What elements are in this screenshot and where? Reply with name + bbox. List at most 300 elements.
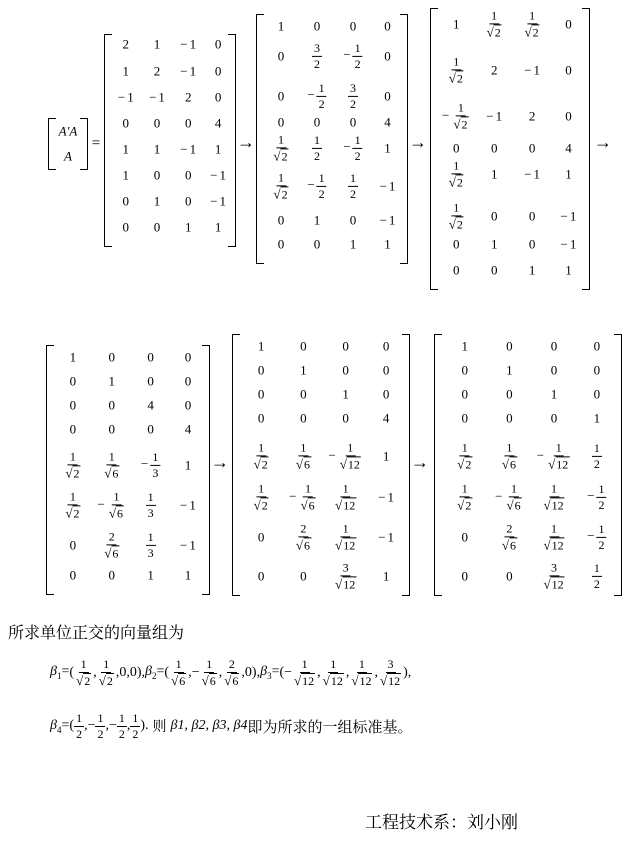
vector-value [69, 712, 148, 740]
number: 1 [184, 457, 192, 473]
matrix-value [278, 115, 285, 130]
numerator: 1 [350, 170, 356, 185]
matrix-cell [258, 388, 265, 401]
radical-sign: √ [294, 672, 302, 688]
beta-label [50, 718, 69, 735]
matrix-value [70, 568, 77, 583]
matrix-value [210, 194, 226, 209]
number: 0 [313, 236, 321, 252]
number: 1 [277, 18, 285, 34]
matrix-value [258, 339, 265, 354]
radical-sign: √ [322, 672, 330, 688]
matrix-cell [529, 110, 536, 123]
number: 1 [127, 89, 134, 105]
denominator: 2 [118, 726, 125, 741]
matrix-value [343, 40, 362, 71]
radicand: 6 [117, 505, 124, 520]
number: 1 [153, 36, 161, 52]
fraction [500, 441, 519, 470]
number: 2 [122, 36, 130, 52]
matrix-value [271, 132, 290, 163]
matrix-cell [123, 143, 130, 156]
matrix-cell [541, 482, 566, 511]
denominator [252, 497, 271, 512]
minus-sign: − [180, 63, 188, 79]
denominator [447, 216, 466, 231]
matrix-cell [384, 142, 391, 155]
fraction [333, 561, 358, 590]
number: 2 [528, 108, 536, 124]
numerator: 1 [330, 657, 337, 671]
number: 0 [69, 421, 77, 437]
numerator: 1 [318, 170, 325, 185]
matrix-value [541, 481, 566, 512]
radicand: 6 [308, 497, 315, 512]
matrix-cell [180, 38, 196, 51]
vector-punct: ,− [105, 718, 117, 734]
minus-sign: − [210, 167, 218, 183]
number: 0 [214, 63, 222, 79]
matrix-cell [495, 482, 523, 511]
number: 1 [108, 373, 116, 389]
number: 4 [184, 421, 192, 437]
radical-sign: √ [171, 672, 179, 688]
number: 1 [342, 386, 349, 402]
matrix-cell [147, 423, 154, 436]
matrix-cell [70, 375, 77, 388]
matrix-value [185, 568, 192, 583]
radicand: 2 [281, 148, 288, 163]
matrix-cell [506, 364, 513, 377]
matrix-value [185, 458, 192, 473]
denominator [504, 497, 523, 512]
numerator: 1 [461, 440, 468, 455]
radicand: 2 [261, 497, 268, 512]
matrix-value [70, 350, 77, 365]
radical-sign: √ [224, 672, 232, 688]
matrix-value [561, 237, 577, 252]
matrix-value [506, 339, 513, 354]
numerator: 1 [342, 521, 349, 536]
matrix-value [215, 90, 222, 105]
number: 1 [189, 36, 197, 52]
numerator: 1 [461, 481, 468, 496]
matrix-value [278, 19, 285, 34]
matrix-cell [384, 116, 391, 129]
matrix-value [289, 481, 317, 512]
matrix-value [252, 481, 271, 512]
denominator [169, 673, 188, 688]
matrix-cell [123, 38, 130, 51]
numerator: 3 [350, 80, 356, 95]
matrix-value [524, 63, 540, 78]
sqrt [340, 457, 361, 471]
matrix-value [383, 363, 390, 378]
matrix-value [147, 374, 154, 389]
matrix-value [185, 90, 192, 105]
matrix-value [378, 658, 403, 687]
matrix-value [491, 263, 498, 278]
denominator: 3 [147, 545, 154, 560]
number: 1 [158, 89, 165, 105]
radicand: 2 [106, 673, 113, 688]
number: 0 [550, 338, 558, 354]
matrix-value [491, 167, 498, 182]
sqrt [449, 71, 464, 85]
fraction [146, 531, 156, 559]
numerator: 1 [277, 132, 284, 147]
matrix-cell [491, 238, 498, 251]
sqrt [335, 577, 356, 591]
matrix-value [130, 712, 140, 740]
matrix-cell [350, 20, 357, 33]
numerator: 1 [258, 440, 265, 455]
denominator [523, 24, 542, 39]
numerator: 1 [108, 449, 115, 464]
matrix-value [95, 712, 105, 740]
denominator [252, 456, 271, 471]
matrix-cell [278, 50, 285, 63]
numerator: 1 [453, 54, 460, 69]
matrix-value [149, 90, 165, 105]
matrix-cell [524, 168, 540, 181]
fraction [504, 482, 523, 511]
fraction [447, 201, 466, 230]
matrix-4 [46, 345, 210, 595]
minus-sign: − [343, 46, 351, 62]
number: 0 [277, 48, 285, 64]
numerator: 1 [76, 711, 83, 725]
denominator [455, 456, 474, 471]
radical-sign: √ [108, 504, 117, 520]
vector-punct: ,0), [241, 664, 261, 680]
matrix-value [500, 440, 519, 471]
matrix-cell [278, 20, 285, 33]
number: 0 [506, 568, 513, 584]
matrix-value [529, 109, 536, 124]
matrix-value [447, 158, 466, 189]
matrix-value [109, 422, 116, 437]
matrix-value [154, 142, 161, 157]
matrix-cell [180, 539, 196, 552]
matrix-value [565, 141, 572, 156]
matrix-value [328, 440, 362, 471]
matrix-cell [123, 195, 130, 208]
matrix-cell [342, 364, 349, 377]
number: 0 [506, 410, 513, 426]
radicand: 6 [179, 673, 186, 688]
minus-sign: − [180, 141, 188, 157]
matrix-cell [342, 388, 349, 401]
matrix-cell [524, 64, 540, 77]
radical-sign: √ [486, 23, 494, 39]
fraction [317, 82, 327, 110]
number: 0 [342, 362, 349, 378]
minus-sign: − [149, 89, 157, 105]
matrix-cell [123, 169, 130, 182]
number: 0 [384, 88, 391, 104]
matrix-cell [109, 399, 116, 412]
number: 2 [153, 63, 161, 79]
radical-sign: √ [295, 536, 303, 552]
number: 0 [147, 373, 154, 389]
matrix-value [180, 37, 196, 52]
number: 1 [490, 166, 498, 182]
number: 0 [550, 410, 558, 426]
number: 1 [122, 63, 130, 79]
radical-sign: √ [379, 672, 388, 688]
matrix-cell [300, 364, 307, 377]
matrix-value [378, 490, 394, 505]
matrix-value [529, 263, 536, 278]
matrix-cell [537, 441, 571, 470]
matrix-cell [592, 442, 602, 470]
minus-sign: − [289, 487, 297, 503]
number: 1 [461, 338, 468, 354]
matrix-cell [185, 375, 192, 388]
matrix-value [447, 54, 466, 85]
matrix-value [565, 109, 572, 124]
matrix-cell [294, 441, 313, 470]
matrix-cell [594, 412, 601, 425]
sqrt [335, 498, 356, 512]
denominator: 2 [598, 497, 605, 512]
number: 1 [388, 212, 396, 228]
matrix-cell [541, 522, 566, 551]
number: 0 [506, 386, 513, 402]
matrix-cell [154, 221, 161, 234]
minus-sign: − [379, 212, 387, 228]
matrix-value [500, 521, 519, 552]
radical-sign: √ [339, 455, 347, 471]
number: 0 [69, 537, 77, 553]
denominator [63, 465, 82, 480]
matrix-cell [594, 388, 601, 401]
matrix-1 [104, 34, 236, 247]
matrix-cell [587, 483, 606, 511]
vector-punct: , [317, 664, 321, 680]
matrix-value [523, 8, 542, 39]
matrix-cell [378, 491, 394, 504]
matrix-value [453, 141, 460, 156]
matrix-value [215, 220, 222, 235]
radicand: 6 [303, 537, 310, 552]
fraction [312, 42, 322, 70]
number: 0 [108, 567, 116, 583]
number: 1 [384, 236, 391, 252]
matrix-value [565, 63, 572, 78]
matrix-cell [70, 399, 77, 412]
matrix-value [154, 220, 161, 235]
matrix-cell [314, 20, 321, 33]
matrix-value [300, 339, 307, 354]
matrix-value [314, 237, 321, 252]
matrix-value [594, 387, 601, 402]
matrix-value [384, 49, 391, 64]
matrix-value [146, 489, 156, 520]
radical-sign: √ [335, 536, 343, 552]
matrix-cell [453, 264, 460, 277]
matrix-cell [541, 561, 566, 590]
number: 0 [349, 114, 357, 130]
denominator: 2 [598, 537, 605, 552]
denominator [451, 116, 470, 131]
matrix-value [524, 167, 540, 182]
denominator [102, 465, 121, 480]
matrix-cell [185, 169, 192, 182]
matrix-cell [384, 20, 391, 33]
numerator: 1 [551, 521, 558, 536]
radicand: 6 [112, 465, 119, 480]
beta-label [50, 664, 69, 681]
fraction [63, 490, 82, 519]
matrix-cell [149, 91, 165, 104]
matrix-cell [491, 142, 498, 155]
fraction [74, 658, 93, 687]
matrix-cell [154, 195, 161, 208]
matrix-value [222, 658, 241, 687]
number: 0 [461, 529, 468, 545]
matrix-cell [529, 210, 536, 223]
number: 1 [214, 141, 222, 157]
matrix-value [384, 115, 391, 130]
matrix-cell [592, 562, 602, 590]
minus-sign: − [560, 208, 568, 224]
fraction [541, 522, 566, 551]
radicand: 2 [456, 216, 463, 231]
number: 1 [214, 219, 222, 235]
matrix-cell [258, 570, 265, 583]
vector-punct: ,− [84, 718, 96, 734]
fraction [338, 441, 363, 470]
matrix-cell [147, 399, 154, 412]
matrix-cell [485, 9, 504, 38]
sqrt [502, 457, 517, 471]
lhs-block [48, 118, 88, 170]
matrix-cell [185, 459, 192, 472]
arrow-symbol: → [237, 132, 255, 152]
matrix-5 [232, 334, 410, 596]
matrix-value [551, 411, 558, 426]
vector-punct: , [126, 718, 131, 734]
numerator: 1 [354, 132, 361, 147]
sqrt [548, 457, 569, 471]
sqrt [457, 498, 472, 512]
number: 0 [382, 386, 390, 402]
fraction [74, 712, 84, 740]
matrix-value [180, 498, 196, 513]
number: 2 [490, 62, 498, 78]
denominator [97, 673, 116, 688]
vector-punct: ( [164, 664, 170, 680]
fraction [541, 561, 566, 590]
fraction [353, 134, 363, 162]
matrix-cell [146, 491, 156, 519]
sqrt [104, 546, 119, 560]
radical-sign: √ [300, 496, 308, 512]
radicand: 2 [73, 505, 80, 520]
matrix-cell [109, 375, 116, 388]
signature: 工程技术系：刘小刚 [365, 813, 518, 833]
radical-sign: √ [351, 672, 359, 688]
matrix-cell [462, 570, 469, 583]
number: 4 [382, 410, 390, 426]
radical-sign: √ [273, 185, 281, 201]
beta-index: 1 [56, 671, 62, 682]
radical-sign: √ [76, 672, 84, 688]
matrix-value [453, 263, 460, 278]
numerator: 3 [387, 657, 394, 671]
number: 0 [300, 386, 307, 402]
matrix-cell [154, 65, 161, 78]
matrix-value [342, 363, 349, 378]
matrix-value [292, 658, 317, 687]
radicand: 2 [456, 70, 463, 85]
matrix-cell [300, 412, 307, 425]
denominator: 2 [97, 726, 104, 741]
matrix-cell [314, 116, 321, 129]
beta-index: 2 [152, 671, 157, 682]
radical-sign: √ [501, 455, 509, 471]
sqrt [171, 674, 186, 688]
number: 0 [382, 362, 390, 378]
numerator: 1 [300, 440, 307, 455]
matrix-cell [215, 65, 222, 78]
matrix-value [350, 213, 357, 228]
matrix-value [447, 200, 466, 231]
denominator [102, 545, 121, 560]
denominator [63, 505, 82, 520]
number: 1 [569, 236, 577, 252]
matrix-cell [455, 441, 474, 470]
denominator [74, 673, 93, 688]
number: 0 [257, 386, 265, 402]
matrix-value [70, 374, 77, 389]
matrix-value [123, 142, 130, 157]
vector-punct: ), [403, 664, 412, 680]
matrix-value [541, 560, 566, 591]
number: 0 [153, 219, 161, 235]
denominator: 2 [350, 186, 356, 201]
beta-label [260, 664, 279, 681]
number: 1 [387, 489, 395, 505]
sqrt [65, 506, 80, 520]
intro-text: 所求单位正交的向量组为 [8, 623, 185, 642]
numerator: 1 [147, 529, 154, 544]
radicand: 2 [281, 186, 288, 201]
matrix-value [333, 521, 358, 552]
matrix-value [455, 481, 474, 512]
fraction [252, 482, 271, 511]
denominator [294, 537, 313, 552]
numerator: 1 [69, 449, 76, 464]
radical-sign: √ [501, 536, 509, 552]
matrix-value [342, 387, 349, 402]
number: 0 [153, 167, 161, 183]
number: 0 [122, 193, 130, 209]
number: 1 [122, 167, 130, 183]
matrix-value [307, 170, 326, 201]
matrix-cell [185, 195, 192, 208]
denominator [349, 673, 374, 688]
matrix-value [154, 64, 161, 79]
denominator [485, 24, 504, 39]
numerator: 2 [300, 521, 307, 536]
matrix-value [118, 90, 134, 105]
denominator: 2 [76, 726, 83, 741]
matrix-cell [500, 522, 519, 551]
fraction [455, 482, 474, 511]
